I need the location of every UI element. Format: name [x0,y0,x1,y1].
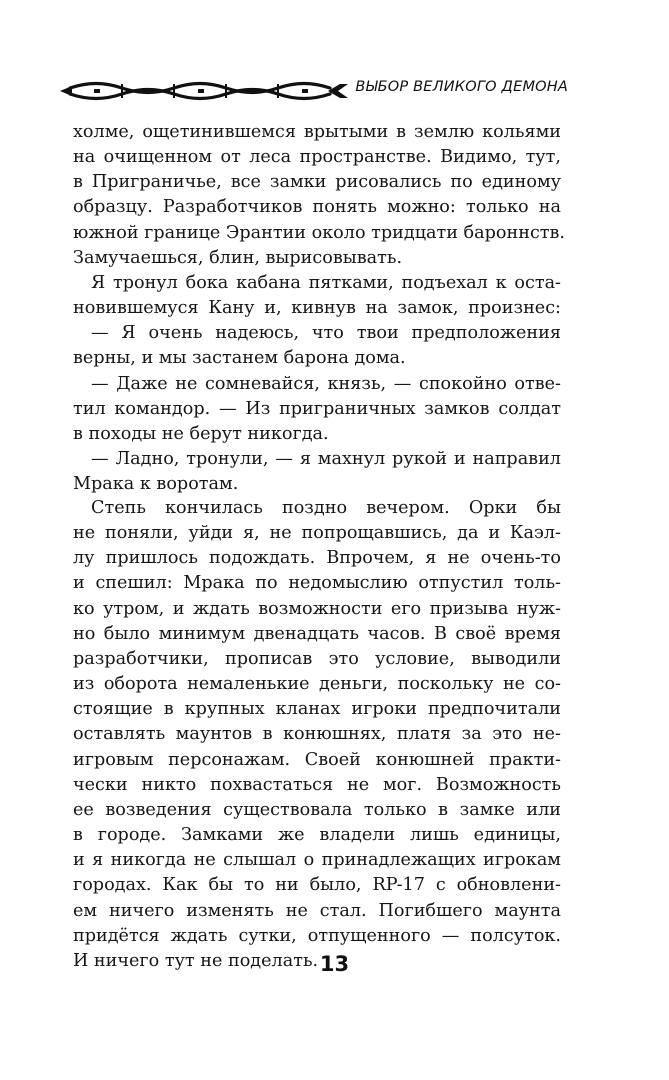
text-line: лу пришлось подождать. Впрочем, я не очень-то [73,548,561,569]
text-line: в походы не берут никогда. [73,423,329,444]
text-line: игровым персонажам. Своей конюшней практи- [73,749,561,770]
text-line: верны, и мы застанем барона дома. [73,348,406,369]
text-line: Я тронул бока кабана пятками, подъехал к оста- [91,272,561,293]
text-line: в Приграничье, все замки рисовались по единому [73,172,561,193]
text-line: Замучаешься, блин, вырисовывать. [73,247,403,268]
text-line: образцу. Разработчиков понять можно: только на [73,197,561,218]
text-line: стоящие в крупных кланах игроки предпочитали [73,699,561,720]
text-line: И ничего тут не поделать. [73,950,319,971]
text-line: ко утром, и ждать возможности его призыва нуж- [73,598,561,619]
text-line: и я никогда не слышал о принадлежащих игрокам [73,850,561,871]
page-number: 13 [319,952,350,976]
text-line: Мрака к воротам. [73,474,239,495]
text-line: — Ладно, тронули, — я махнул рукой и направил [91,449,561,470]
braided-rope-ornament-icon [58,80,350,102]
running-title: ВЫБОР ВЕЛИКОГО ДЕМОНА [355,79,568,95]
text-line: ем ничего изменять не стал. Погибшего маунта [73,900,561,921]
text-line: и спешил: Мрака по недомыслию отпустил толь- [73,573,561,594]
text-line: оставлять маунтов в конюшнях, платя за это не- [73,724,561,745]
text-line: в городе. Замками же владели лишь единицы, [73,825,561,846]
running-header [58,74,568,108]
text-line: придётся ждать сутки, отпущенного — полсуток. [73,925,561,946]
text-line: Степь кончилась поздно вечером. Орки бы [91,498,561,518]
body-text-section-1 [73,120,566,497]
text-line: — Даже не сомневайся, князь, — спокойно отве- [91,373,561,394]
text-line: — Я очень надеюсь, что твои предположения [91,323,561,344]
text-line: но было минимум двенадцать часов. В своё время [73,623,561,644]
text-line: ее возведения существовала только в замке или [73,799,561,820]
text-line: холме, ощетинившемся врытыми в землю кольями [73,122,561,142]
text-line: тил командор. — Из приграничных замков солдат [73,398,561,419]
text-line: южной границе Эрантии около тридцати бароннств. [73,222,566,243]
text-line: на очищенном от леса пространстве. Видимо, тут, [73,147,561,168]
body-text-section-2 [73,496,561,974]
text-line: чески никто похвастаться не мог. Возможность [73,774,561,795]
text-line: новившемуся Кану и, кивнув на замок, произнес: [73,298,561,319]
text-line: не поняли, уйди я, не попрощавшись, да и Каэл- [73,523,561,544]
text-line: разработчики, прописав это условие, выводили [73,648,561,669]
text-line: городах. Как бы то ни было, RP-17 с обновлени- [73,875,561,896]
text-line: из оборота немаленькие деньги, поскольку не со- [73,674,561,695]
